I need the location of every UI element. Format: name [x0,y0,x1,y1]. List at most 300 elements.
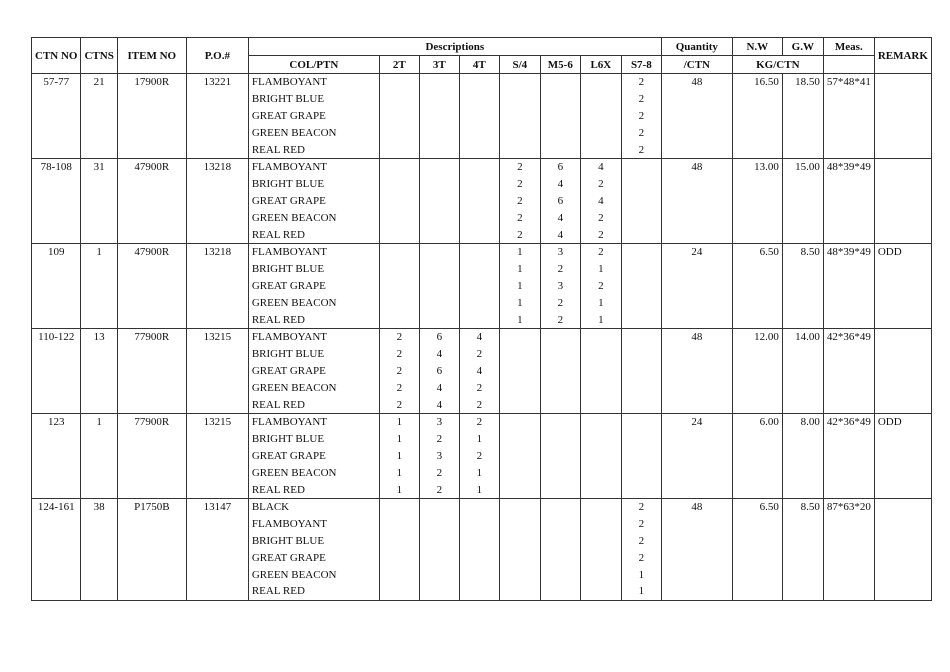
table-row [32,328,932,345]
po-cell [186,363,248,380]
size-s4-cell [499,108,540,125]
size-3t-cell: 4 [419,346,459,363]
size-m5-6-cell [540,481,580,498]
table-row [32,209,932,226]
size-m5-6-cell: 2 [540,261,580,278]
size-s4-cell [499,464,540,481]
size-s7-8-cell [621,481,661,498]
item-no-cell [117,141,186,158]
header-gw: G.W [782,38,823,56]
remark-cell [874,176,931,193]
size-4t-cell: 2 [459,396,499,413]
size-m5-6-cell: 2 [540,294,580,311]
size-m5-6-cell [540,566,580,583]
po-cell [186,294,248,311]
table-row [32,278,932,295]
ctn-no-cell: 124-161 [32,498,81,515]
color-cell: GREAT GRAPE [248,448,379,465]
remark-cell [874,448,931,465]
meas-cell [823,431,874,448]
size-s4-cell [499,396,540,413]
size-s4-cell [499,448,540,465]
ctn-no-cell [32,533,81,550]
size-m5-6-cell [540,431,580,448]
remark-cell [874,226,931,243]
table-row [32,311,932,328]
quantity-cell [661,278,732,295]
nw-cell [732,91,782,108]
size-3t-cell [419,566,459,583]
size-s7-8-cell [621,431,661,448]
size-3t-cell: 6 [419,328,459,345]
size-l6x-cell [580,141,621,158]
gw-cell [782,209,823,226]
size-s4-cell: 2 [499,226,540,243]
size-m5-6-cell [540,413,580,430]
size-s7-8-cell [621,311,661,328]
color-cell: REAL RED [248,583,379,600]
size-3t-cell [419,278,459,295]
ctn-no-cell: 123 [32,413,81,430]
ctns-cell [81,108,117,125]
size-4t-cell: 4 [459,328,499,345]
item-no-cell [117,363,186,380]
quantity-cell [661,448,732,465]
gw-cell [782,141,823,158]
table-row [32,396,932,413]
remark-cell [874,464,931,481]
header-kg-ctn: KG/CTN [732,56,823,74]
ctn-no-cell [32,363,81,380]
color-cell: BRIGHT BLUE [248,431,379,448]
meas-cell: 42*36*49 [823,413,874,430]
size-3t-cell [419,226,459,243]
ctn-no-cell [32,311,81,328]
meas-cell: 87*63*20 [823,498,874,515]
quantity-cell [661,311,732,328]
quantity-cell [661,193,732,210]
meas-cell [823,209,874,226]
size-4t-cell: 2 [459,448,499,465]
size-s4-cell [499,141,540,158]
nw-cell [732,346,782,363]
item-no-cell [117,431,186,448]
po-cell [186,464,248,481]
po-cell [186,549,248,566]
size-s4-cell [499,346,540,363]
nw-cell [732,226,782,243]
color-cell: FLAMBOYANT [248,158,379,175]
size-s7-8-cell [621,209,661,226]
size-s4-cell [499,413,540,430]
remark-cell [874,278,931,295]
size-2t-cell [379,243,419,260]
item-no-cell [117,278,186,295]
meas-cell [823,379,874,396]
color-cell: GREEN BEACON [248,464,379,481]
meas-cell [823,516,874,533]
po-cell: 13147 [186,498,248,515]
meas-cell [823,566,874,583]
ctns-cell [81,379,117,396]
gw-cell [782,363,823,380]
size-s4-cell: 1 [499,294,540,311]
gw-cell: 18.50 [782,74,823,91]
ctns-cell [81,209,117,226]
size-4t-cell: 1 [459,431,499,448]
size-3t-cell [419,193,459,210]
color-cell: GREEN BEACON [248,124,379,141]
po-cell [186,209,248,226]
ctns-cell: 38 [81,498,117,515]
table-row [32,176,932,193]
size-3t-cell [419,516,459,533]
size-4t-cell: 1 [459,481,499,498]
size-s7-8-cell: 2 [621,533,661,550]
remark-cell [874,311,931,328]
header-size: S/4 [499,56,540,74]
size-l6x-cell: 2 [580,176,621,193]
size-2t-cell [379,158,419,175]
ctn-no-cell [32,431,81,448]
remark-cell [874,209,931,226]
gw-cell [782,294,823,311]
size-3t-cell: 6 [419,363,459,380]
quantity-cell: 48 [661,498,732,515]
size-4t-cell [459,176,499,193]
meas-cell [823,448,874,465]
meas-cell: 48*39*49 [823,158,874,175]
po-cell [186,261,248,278]
table-row [32,379,932,396]
size-m5-6-cell: 4 [540,176,580,193]
meas-cell [823,278,874,295]
size-l6x-cell: 2 [580,278,621,295]
quantity-cell [661,363,732,380]
ctn-no-cell: 57-77 [32,74,81,91]
quantity-cell: 48 [661,328,732,345]
size-4t-cell [459,498,499,515]
size-4t-cell [459,193,499,210]
remark-cell [874,379,931,396]
size-3t-cell [419,261,459,278]
size-s7-8-cell: 2 [621,516,661,533]
color-cell: GREEN BEACON [248,379,379,396]
color-cell: FLAMBOYANT [248,243,379,260]
gw-cell [782,124,823,141]
color-cell: GREEN BEACON [248,566,379,583]
quantity-cell [661,108,732,125]
remark-cell: ODD [874,243,931,260]
nw-cell: 6.50 [732,498,782,515]
ctn-no-cell [32,481,81,498]
po-cell [186,193,248,210]
table-row [32,516,932,533]
remark-cell [874,294,931,311]
table-row [32,193,932,210]
size-l6x-cell [580,516,621,533]
size-s7-8-cell: 2 [621,74,661,91]
nw-cell: 16.50 [732,74,782,91]
ctn-no-cell [32,278,81,295]
size-2t-cell: 1 [379,431,419,448]
size-s4-cell [499,516,540,533]
size-l6x-cell [580,498,621,515]
remark-cell [874,566,931,583]
nw-cell [732,431,782,448]
po-cell: 13221 [186,74,248,91]
color-cell: GREAT GRAPE [248,363,379,380]
table-row [32,141,932,158]
nw-cell [732,278,782,295]
size-m5-6-cell [540,74,580,91]
size-l6x-cell: 2 [580,226,621,243]
size-s7-8-cell [621,328,661,345]
size-4t-cell: 1 [459,464,499,481]
po-cell [186,516,248,533]
remark-cell [874,431,931,448]
table-body [32,74,932,601]
color-cell: BRIGHT BLUE [248,91,379,108]
meas-cell: 57*48*41 [823,74,874,91]
header-descriptions: Descriptions [248,38,661,56]
size-m5-6-cell [540,549,580,566]
table-header [32,38,932,74]
po-cell [186,176,248,193]
header-size: M5-6 [540,56,580,74]
size-2t-cell: 2 [379,363,419,380]
header-size: 4T [459,56,499,74]
size-s4-cell [499,379,540,396]
size-m5-6-cell [540,498,580,515]
size-3t-cell [419,158,459,175]
size-4t-cell [459,91,499,108]
header-size: L6X [580,56,621,74]
item-no-cell [117,516,186,533]
gw-cell: 14.00 [782,328,823,345]
table-row [32,346,932,363]
item-no-cell [117,448,186,465]
size-l6x-cell [580,566,621,583]
header-col-ptn: COL/PTN [248,56,379,74]
po-cell: 13215 [186,413,248,430]
header-ctns: CTNS [81,38,117,74]
size-2t-cell [379,193,419,210]
quantity-cell [661,566,732,583]
quantity-cell [661,533,732,550]
color-cell: BLACK [248,498,379,515]
size-l6x-cell [580,413,621,430]
header-po: P.O.# [186,38,248,74]
size-4t-cell: 4 [459,363,499,380]
size-s4-cell [499,91,540,108]
nw-cell [732,516,782,533]
size-3t-cell: 3 [419,413,459,430]
remark-cell [874,533,931,550]
gw-cell [782,549,823,566]
size-s7-8-cell [621,294,661,311]
po-cell [186,346,248,363]
item-no-cell [117,176,186,193]
quantity-cell [661,346,732,363]
meas-cell [823,261,874,278]
item-no-cell [117,91,186,108]
size-2t-cell: 2 [379,379,419,396]
quantity-cell [661,516,732,533]
remark-cell [874,498,931,515]
size-2t-cell: 1 [379,448,419,465]
size-l6x-cell: 4 [580,158,621,175]
ctn-no-cell [32,549,81,566]
size-s7-8-cell [621,448,661,465]
po-cell [186,141,248,158]
color-cell: FLAMBOYANT [248,74,379,91]
size-m5-6-cell: 3 [540,278,580,295]
color-cell: FLAMBOYANT [248,328,379,345]
size-l6x-cell [580,91,621,108]
header-nw: N.W [732,38,782,56]
size-s4-cell: 1 [499,278,540,295]
size-s7-8-cell [621,346,661,363]
nw-cell [732,533,782,550]
ctn-no-cell [32,294,81,311]
size-s4-cell: 2 [499,176,540,193]
color-cell: GREEN BEACON [248,209,379,226]
size-s7-8-cell [621,243,661,260]
size-m5-6-cell: 6 [540,158,580,175]
size-s4-cell [499,533,540,550]
quantity-cell: 24 [661,243,732,260]
size-3t-cell: 2 [419,464,459,481]
item-no-cell [117,226,186,243]
remark-cell [874,261,931,278]
quantity-cell [661,549,732,566]
ctn-no-cell [32,124,81,141]
size-m5-6-cell: 4 [540,209,580,226]
table-row [32,413,932,430]
ctns-cell [81,431,117,448]
gw-cell [782,431,823,448]
gw-cell [782,379,823,396]
size-2t-cell: 2 [379,346,419,363]
size-m5-6-cell [540,346,580,363]
size-4t-cell [459,516,499,533]
nw-cell [732,141,782,158]
size-s7-8-cell: 2 [621,108,661,125]
size-2t-cell: 2 [379,396,419,413]
size-2t-cell [379,294,419,311]
item-no-cell: 47900R [117,158,186,175]
size-s7-8-cell: 2 [621,141,661,158]
size-4t-cell [459,226,499,243]
table-row [32,243,932,260]
gw-cell [782,396,823,413]
table-row [32,566,932,583]
remark-cell [874,74,931,91]
po-cell [186,311,248,328]
header-meas-blank [823,56,874,74]
color-cell: BRIGHT BLUE [248,176,379,193]
po-cell [186,108,248,125]
size-l6x-cell [580,396,621,413]
size-m5-6-cell [540,448,580,465]
table-row [32,448,932,465]
size-4t-cell [459,108,499,125]
gw-cell: 15.00 [782,158,823,175]
po-cell [186,91,248,108]
size-s7-8-cell: 2 [621,124,661,141]
size-4t-cell [459,261,499,278]
quantity-cell [661,124,732,141]
size-2t-cell [379,566,419,583]
size-s7-8-cell [621,261,661,278]
size-l6x-cell [580,464,621,481]
color-cell: FLAMBOYANT [248,516,379,533]
nw-cell [732,549,782,566]
color-cell: GREAT GRAPE [248,108,379,125]
table-row [32,91,932,108]
size-m5-6-cell [540,396,580,413]
meas-cell [823,481,874,498]
quantity-cell: 48 [661,74,732,91]
ctn-no-cell [32,141,81,158]
ctn-no-cell [32,566,81,583]
size-4t-cell: 2 [459,346,499,363]
meas-cell [823,193,874,210]
meas-cell: 48*39*49 [823,243,874,260]
size-3t-cell [419,74,459,91]
quantity-cell [661,481,732,498]
size-4t-cell [459,243,499,260]
nw-cell [732,583,782,600]
size-s7-8-cell [621,193,661,210]
size-l6x-cell: 1 [580,261,621,278]
size-3t-cell: 4 [419,396,459,413]
size-l6x-cell [580,328,621,345]
remark-cell [874,346,931,363]
gw-cell: 8.00 [782,413,823,430]
nw-cell [732,448,782,465]
ctns-cell [81,311,117,328]
size-2t-cell [379,311,419,328]
gw-cell [782,346,823,363]
size-s4-cell: 2 [499,193,540,210]
header-size: 3T [419,56,459,74]
size-2t-cell: 1 [379,481,419,498]
size-s4-cell [499,124,540,141]
size-s7-8-cell: 2 [621,549,661,566]
ctn-no-cell [32,261,81,278]
header-quantity: Quantity [661,38,732,56]
size-l6x-cell: 2 [580,209,621,226]
meas-cell [823,311,874,328]
item-no-cell: 17900R [117,74,186,91]
remark-cell [874,516,931,533]
item-no-cell: P1750B [117,498,186,515]
size-4t-cell [459,566,499,583]
item-no-cell [117,379,186,396]
size-2t-cell [379,209,419,226]
size-4t-cell [459,311,499,328]
color-cell: GREAT GRAPE [248,278,379,295]
remark-cell [874,91,931,108]
size-2t-cell: 1 [379,413,419,430]
quantity-cell [661,464,732,481]
size-2t-cell [379,108,419,125]
quantity-cell [661,91,732,108]
color-cell: GREAT GRAPE [248,193,379,210]
gw-cell [782,583,823,600]
